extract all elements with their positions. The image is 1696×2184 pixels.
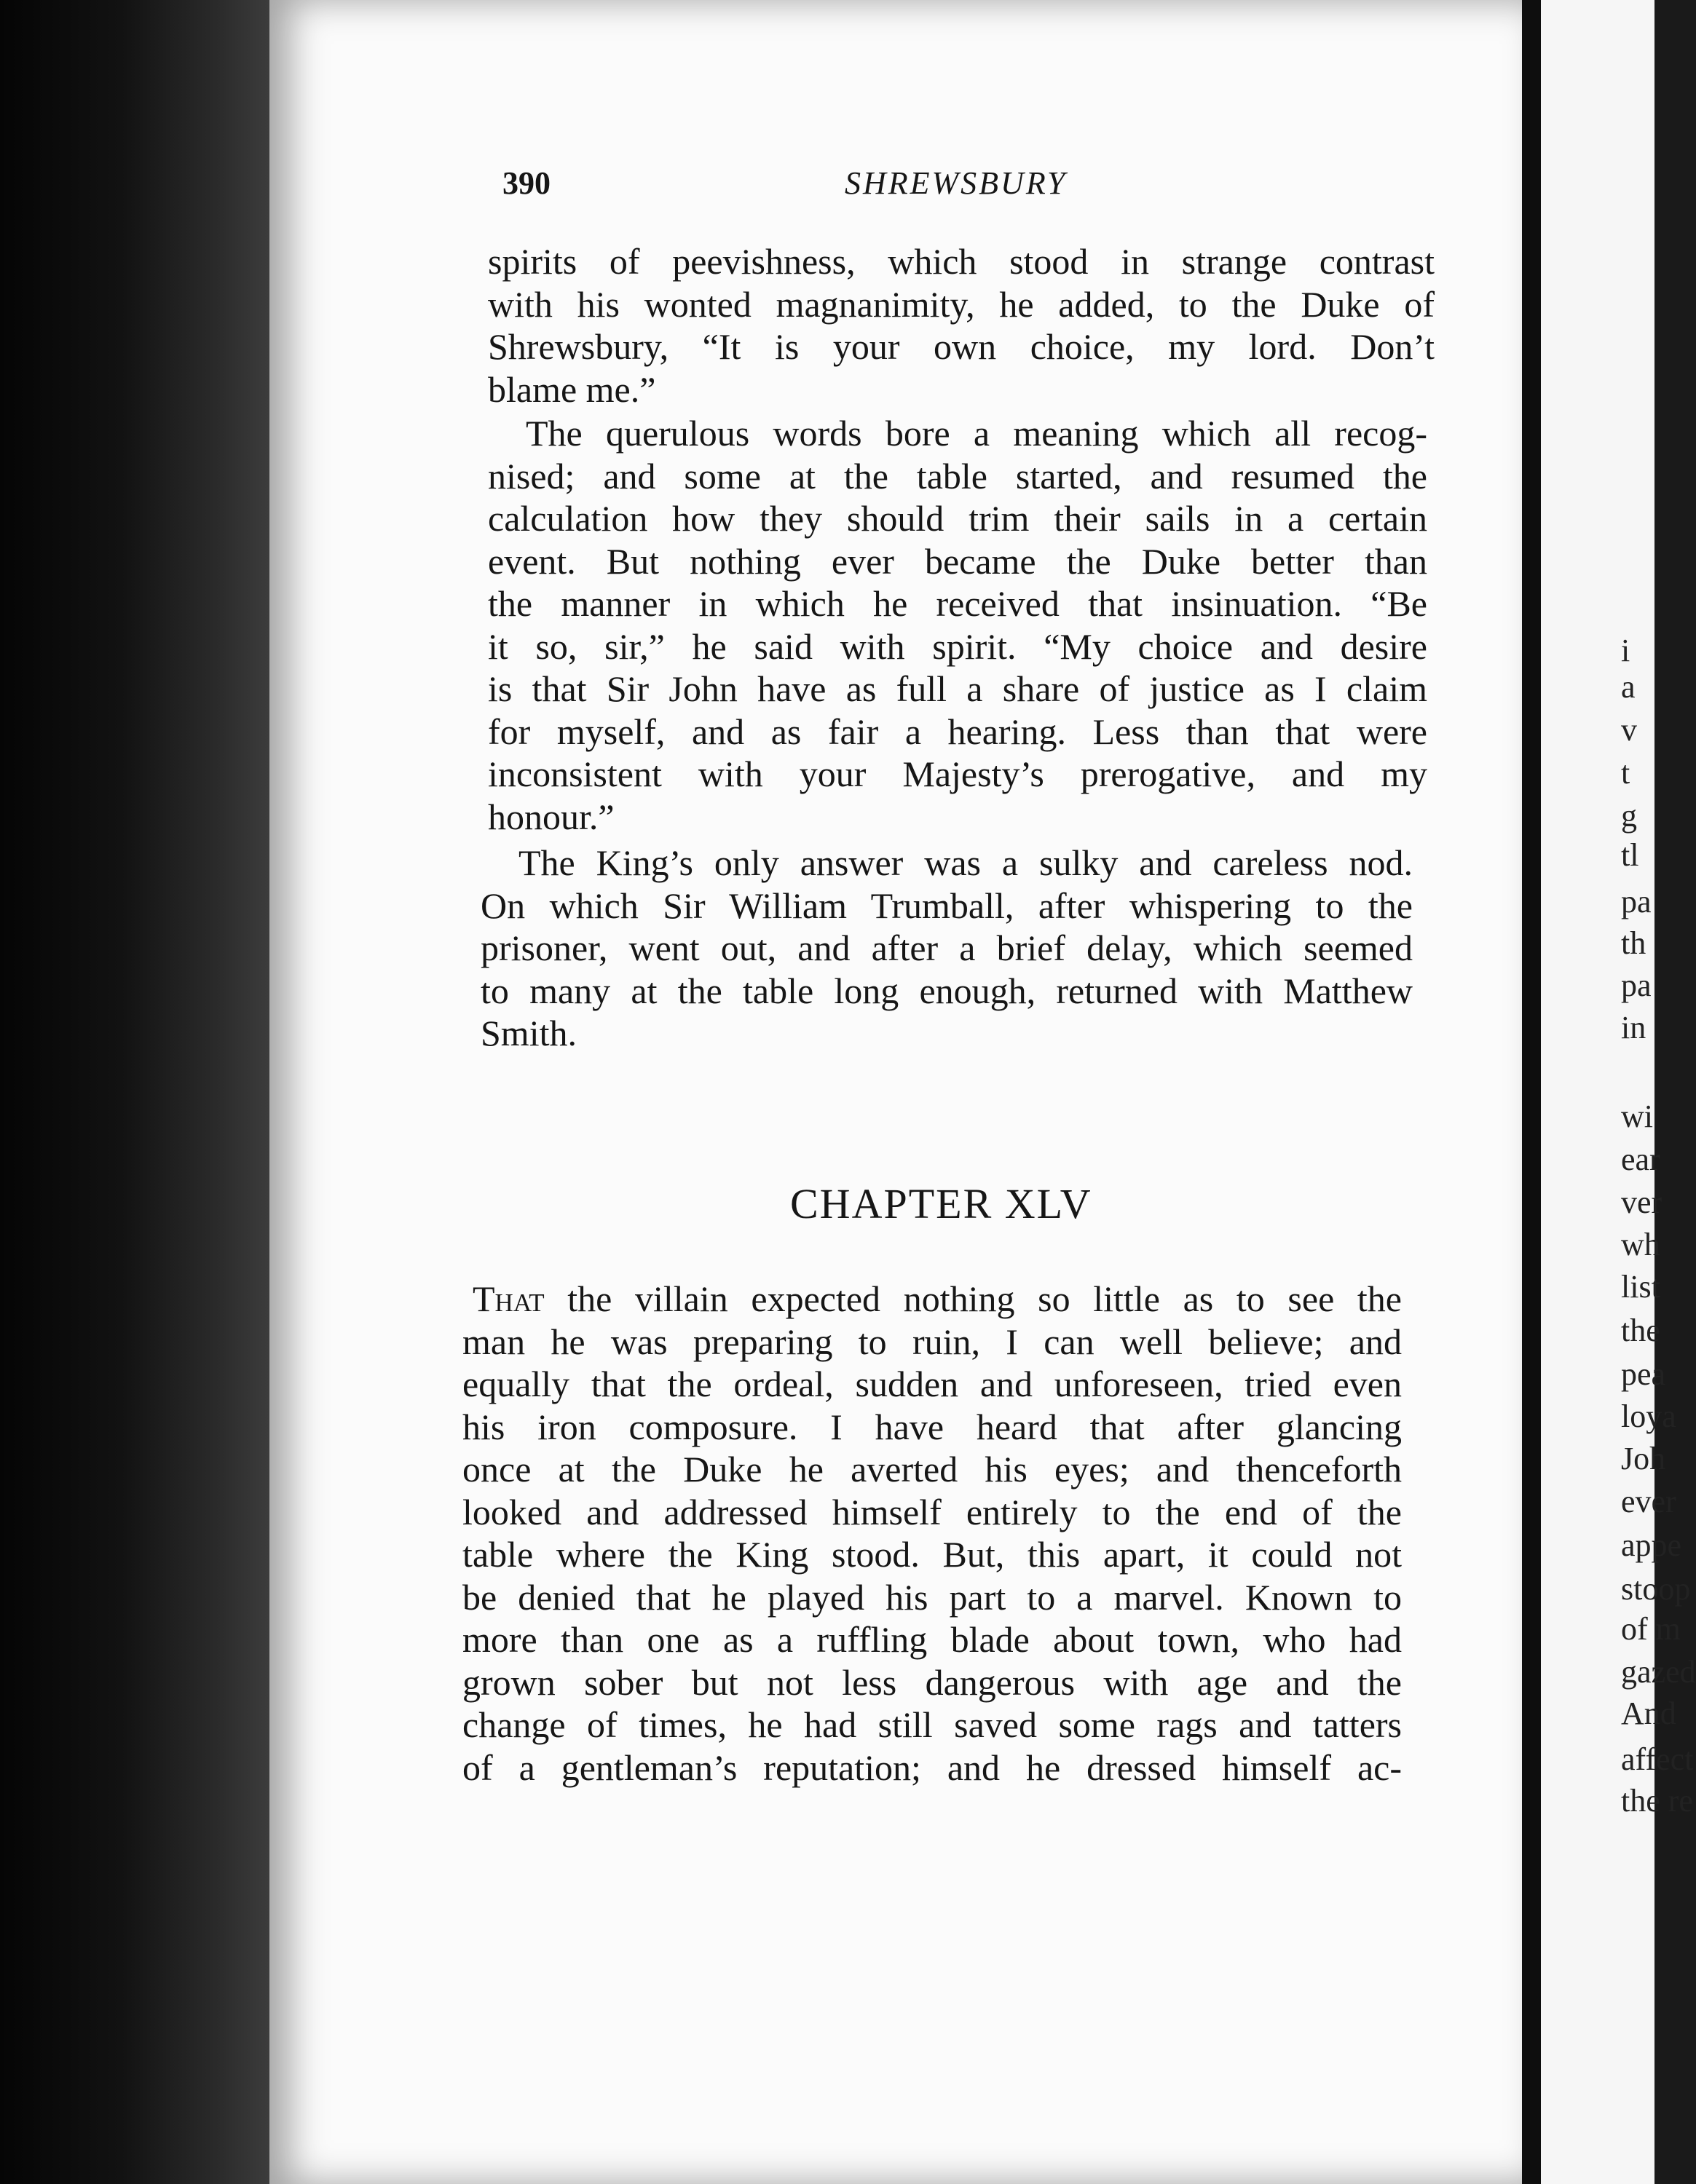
- paragraph: [481, 842, 1413, 1055]
- text-line: spirits of peevishness, which stood in strange contrast: [488, 241, 1435, 282]
- facing-page-fragment: affect: [1621, 1741, 1694, 1777]
- chapter-heading: CHAPTER XLV: [790, 1180, 1092, 1227]
- text-line: to many at the table long enough, returned with Matthew: [481, 970, 1413, 1011]
- facing-page-fragment: th: [1621, 925, 1646, 961]
- text-line: prisoner, went out, and after a brief delay, which seemed: [481, 927, 1413, 968]
- facing-page-fragment: i: [1621, 633, 1630, 668]
- chapter-first-word: That: [473, 1278, 545, 1319]
- running-title: SHREWSBURY: [845, 165, 1068, 201]
- paragraph: [488, 240, 1435, 411]
- text-line: The querulous words bore a meaning which all recog-: [526, 413, 1427, 454]
- text-line: [462, 1278, 1402, 1321]
- facing-page-fragment: gazed: [1621, 1654, 1696, 1690]
- text-line: table where the King stood. But, this apart, it could not: [462, 1534, 1402, 1575]
- facing-page-fragment: Joh: [1621, 1441, 1666, 1476]
- facing-page-fragment: the re: [1621, 1783, 1693, 1819]
- text-line: honour.”: [488, 796, 615, 837]
- text-line: be denied that he played his part to a marvel. Known to: [462, 1576, 1402, 1618]
- text-line: Smith.: [481, 1013, 577, 1053]
- book-spine-shadow: [0, 0, 269, 2184]
- facing-page-fragment: wh: [1621, 1227, 1660, 1262]
- facing-page: [1541, 0, 1696, 2184]
- paragraph: [488, 412, 1427, 838]
- facing-page-fragment: pa: [1621, 884, 1652, 919]
- running-head: [502, 159, 1449, 210]
- facing-page-fragment: t: [1621, 755, 1630, 791]
- facing-page-fragment: appe: [1621, 1527, 1682, 1563]
- text-line: event. But nothing ever became the Duke better than: [488, 540, 1427, 582]
- text-line: Shrewsbury, “It is your own choice, my lord. Don’t: [488, 326, 1435, 367]
- text-line: for myself, and as fair a hearing. Less than that were: [488, 711, 1427, 752]
- text-line: more than one as a ruffling blade about town, who had: [462, 1619, 1402, 1660]
- text-line: once at the Duke he averted his eyes; and thenceforth: [462, 1449, 1402, 1489]
- facing-page-fragment: pa: [1621, 968, 1652, 1003]
- facing-page-fragment: list: [1621, 1269, 1660, 1305]
- text-line: grown sober but not less dangerous with age and the: [462, 1661, 1402, 1703]
- facing-page-fragment: of m: [1621, 1611, 1681, 1647]
- page-gutter: [1522, 0, 1541, 2184]
- facing-page-fragment: ver: [1621, 1184, 1663, 1220]
- text-line: man he was preparing to ruin, I can well believe; and: [462, 1321, 1402, 1362]
- facing-page-fragment: in: [1621, 1010, 1646, 1045]
- text-line: is that Sir John have as full a share of justice as I claim: [488, 668, 1427, 709]
- facing-page-fragment: stoop: [1621, 1571, 1691, 1607]
- facing-page-fragment: loya: [1621, 1398, 1676, 1434]
- facing-page-fragment: a: [1621, 669, 1636, 705]
- facing-page-fragment: g: [1621, 798, 1637, 834]
- text-line: equally that the ordeal, sudden and unforeseen, tried even: [462, 1364, 1402, 1404]
- facing-page-fragment: v: [1621, 712, 1637, 748]
- text-line: looked and addressed himself entirely to the end of the: [462, 1491, 1402, 1532]
- facing-page-fragment: tl: [1621, 837, 1639, 873]
- text-line: calculation how they should trim their sails in a certain: [488, 498, 1427, 539]
- chapter-opening-paragraph: [462, 1278, 1402, 1789]
- text-line: On which Sir William Trumball, after whispering to the: [481, 885, 1413, 926]
- text-line: his iron composure. I have heard that after glancing: [462, 1406, 1402, 1447]
- facing-page-fragment: wi: [1621, 1099, 1653, 1134]
- text-line: inconsistent with your Majesty’s prerogative, and my: [488, 753, 1427, 794]
- facing-page-fragment: pea: [1621, 1356, 1666, 1392]
- text-line: it so, sir,” he said with spirit. “My choice and desire: [488, 625, 1427, 667]
- text-line: blame me.”: [488, 368, 656, 410]
- facing-page-fragment: ear: [1621, 1142, 1660, 1177]
- text-line: with his wonted magnanimity, he added, to the Duke of: [488, 283, 1435, 325]
- text-line: of a gentleman’s reputation; and he dressed himself ac-: [462, 1746, 1402, 1788]
- facing-page-fragment: ever: [1621, 1484, 1676, 1519]
- text-line-rest: the villain expected nothing so little as to see the: [567, 1278, 1402, 1319]
- text-line: nised; and some at the table started, and resumed the: [488, 455, 1427, 496]
- facing-page-fragment: And: [1621, 1696, 1676, 1731]
- text-line: The King’s only answer was a sulky and careless nod.: [518, 842, 1413, 883]
- page-number: 390: [502, 165, 551, 201]
- text-line: the manner in which he received that insinuation. “Be: [488, 583, 1427, 624]
- text-line: change of times, he had still saved some rags and tatters: [462, 1704, 1402, 1745]
- facing-page-fragment: the: [1621, 1313, 1660, 1348]
